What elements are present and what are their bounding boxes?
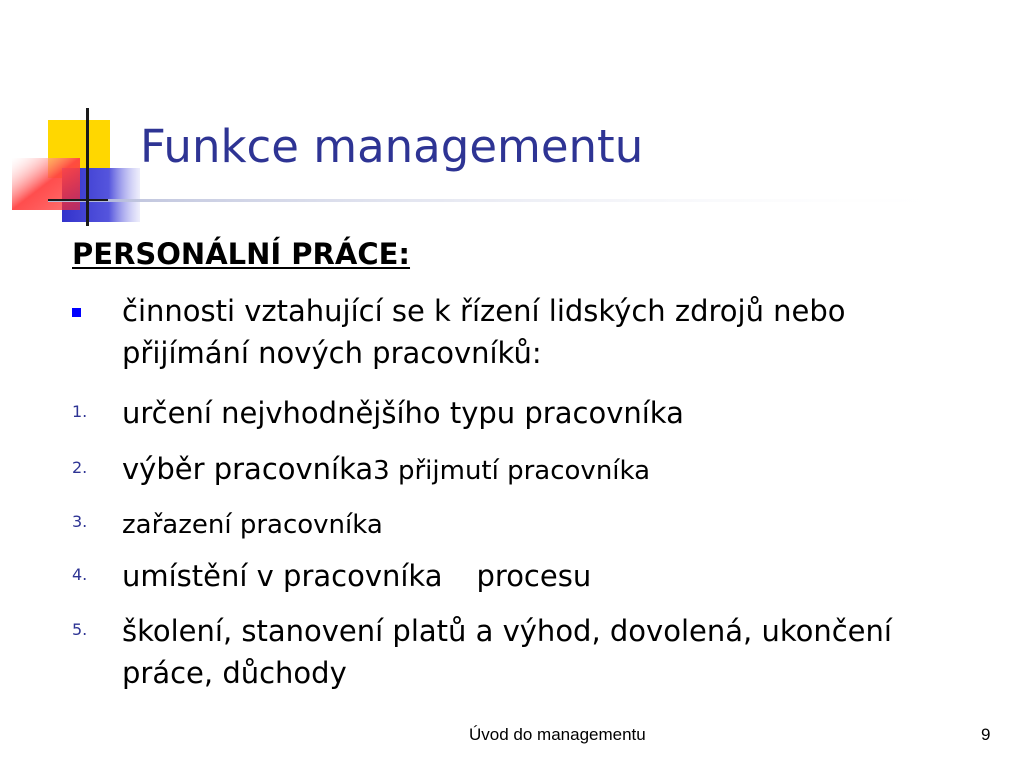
item-text (122, 392, 952, 434)
item-number: 1. (72, 402, 88, 421)
item-text (122, 502, 952, 546)
item-text-small: zařazení pracovníka (122, 510, 383, 540)
page-number: 9 (981, 725, 991, 744)
vertical-line (86, 108, 89, 226)
item-text (122, 555, 952, 597)
item-text-small: 3 přijmutí pracovníka (373, 456, 651, 486)
slide-title: Funkce managementu (140, 120, 644, 173)
square-bullet-icon (72, 308, 81, 317)
horizontal-line (48, 199, 108, 201)
separator-line (48, 199, 978, 202)
section-heading: PERSONÁLNÍ PRÁCE: (72, 237, 411, 271)
item-text-main: školení, stanovení platů a výhod, dovolená, ukončení práce, důchody (122, 614, 892, 690)
item-text (122, 448, 952, 492)
item-text-main: určení nejvhodnějšího typu pracovníka (122, 396, 684, 430)
item-text-after: procesu (476, 559, 592, 593)
item-number: 4. (72, 565, 88, 584)
item-text-main: umístění v pracovníka (122, 559, 443, 593)
item-number: 3. (72, 512, 88, 531)
footer-title: Úvod do managementu (469, 725, 646, 744)
item-number: 5. (72, 620, 88, 639)
item-text-main: výběr pracovníka (122, 452, 374, 486)
red-square (12, 158, 80, 210)
item-text (122, 610, 952, 694)
item-number: 2. (72, 458, 88, 477)
bullet-text: činnosti vztahující se k řízení lidských zdrojů nebo přijímání nových pracovníků: (122, 294, 846, 370)
